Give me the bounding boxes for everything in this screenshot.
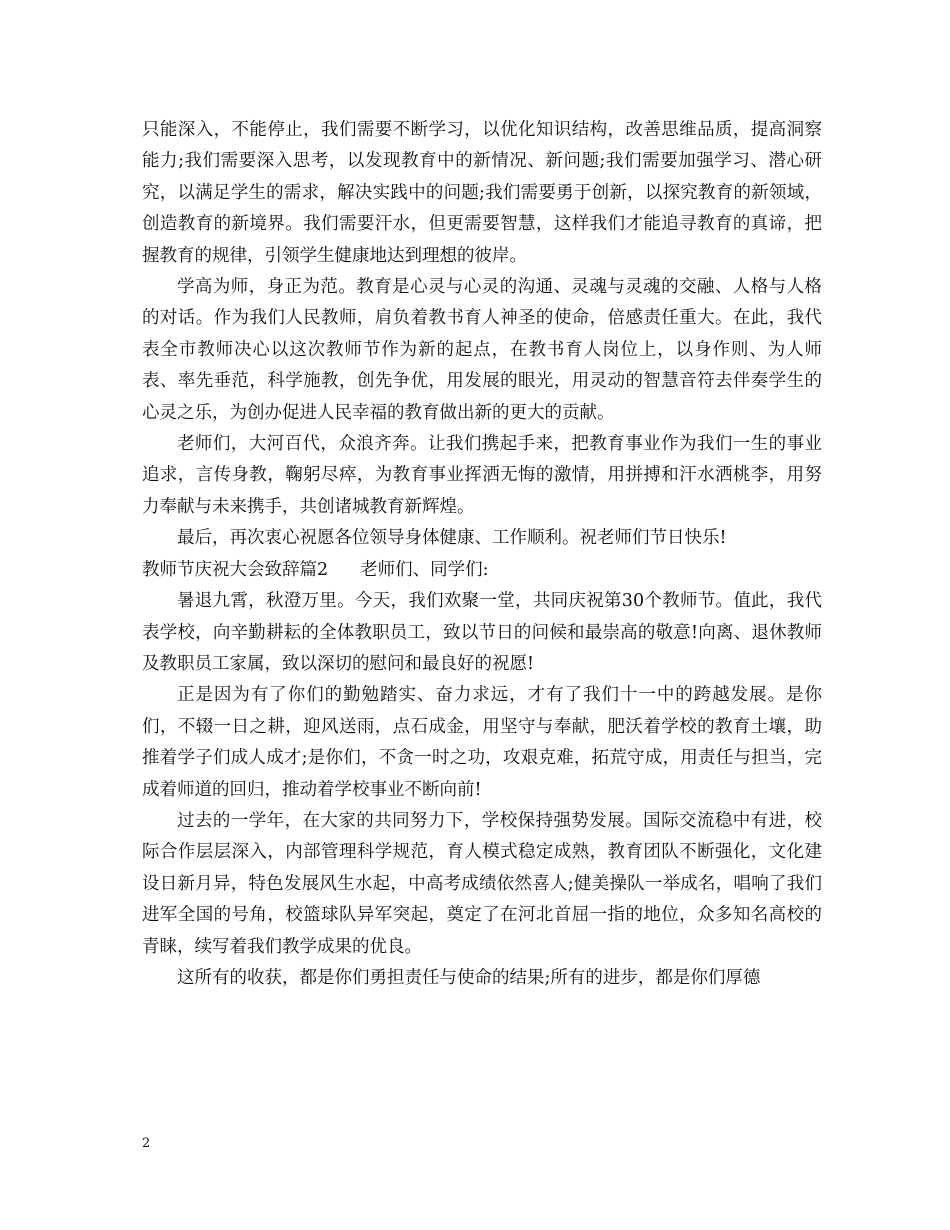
document-body	[142, 115, 822, 994]
section-heading	[142, 555, 822, 586]
paragraph-7: 过去的一学年，在大家的共同努力下，学校保持强势发展。国际交流稳中有进，校际合作层层深入，内部管理科学规范，育人模式稳定成熟，教育团队不断强化，文化建设日新月异，特色发展风生水起，中高考成绩依然喜人;健美操队一举成名，唱响了我们进军全国的号角，校篮球队异军突起，奠定了在河北首屈一指的地位，众多知名高校的青睐，续写着我们教学成果的优良。	[142, 810, 822, 957]
paragraph-6: 正是因为有了你们的勤勉踏实、奋力求远，才有了我们十一中的跨越发展。是你们，不辍一日之耕，迎风送雨，点石成金，用坚守与奉献，肥沃着学校的教育土壤，助推着学子们成人成才;是你们，不贪一时之功，攻艰克难，拓荒守成，用责任与担当，完成着师道的回归，推动着学校事业不断向前!	[142, 685, 822, 800]
paragraph-4: 最后，再次衷心祝愿各位领导身体健康、工作顺利。祝老师们节日快乐!	[177, 528, 727, 549]
section-greeting: 老师们、同学们:	[360, 559, 489, 580]
paragraph-2: 学高为师，身正为范。教育是心灵与心灵的沟通、灵魂与灵魂的交融、人格与人格的对话。作为我们人民教师，肩负着教书育人神圣的使命，倍感责任重大。在此，我代表全市教师决心以这次教师节作为新的起点，在教书育人岗位上，以身作则、为人师表、率先垂范，科学施教，创先争优，用发展的眼光，用灵动的智慧音符去伴奏学生的心灵之乐，为创办促进人民幸福的教育做出新的更大的贡献。	[142, 277, 822, 423]
page-number: 2	[142, 1136, 151, 1151]
paragraph-5: 暑退九霄，秋澄万里。今天，我们欢聚一堂，共同庆祝第30个教师节。值此，我代表学校，向辛勤耕耘的全体教职员工，致以节日的问候和最崇高的敬意!向离、退休教师及教职员工家属，致以深切的慰问和最良好的祝愿!	[142, 591, 822, 674]
section-title: 教师节庆祝大会致辞篇2	[142, 559, 329, 580]
paragraph-8: 这所有的收获，都是你们勇担责任与使命的结果;所有的进步，都是你们厚德	[177, 967, 761, 988]
paragraph-3: 老师们，大河百代，众浪齐奔。让我们携起手来，把教育事业作为我们一生的事业追求，言传身教，鞠躬尽瘁，为教育事业挥洒无悔的激情，用拼搏和汗水洒桃李，用努力奉献与未来携手，共创诸城教育新辉煌。	[142, 434, 822, 517]
paragraph-1: 只能深入，不能停止，我们需要不断学习，以优化知识结构，改善思维品质，提高洞察能力;我们需要深入思考，以发现教育中的新情况、新问题;我们需要加强学习、潜心研究，以满足学生的需求，解决实践中的问题;我们需要勇于创新，以探究教育的新领域，创造教育的新境界。我们需要汗水，但更需要智慧，这样我们才能追寻教育的真谛，把握教育的规律，引领学生健康地达到理想的彼岸。	[142, 120, 822, 266]
